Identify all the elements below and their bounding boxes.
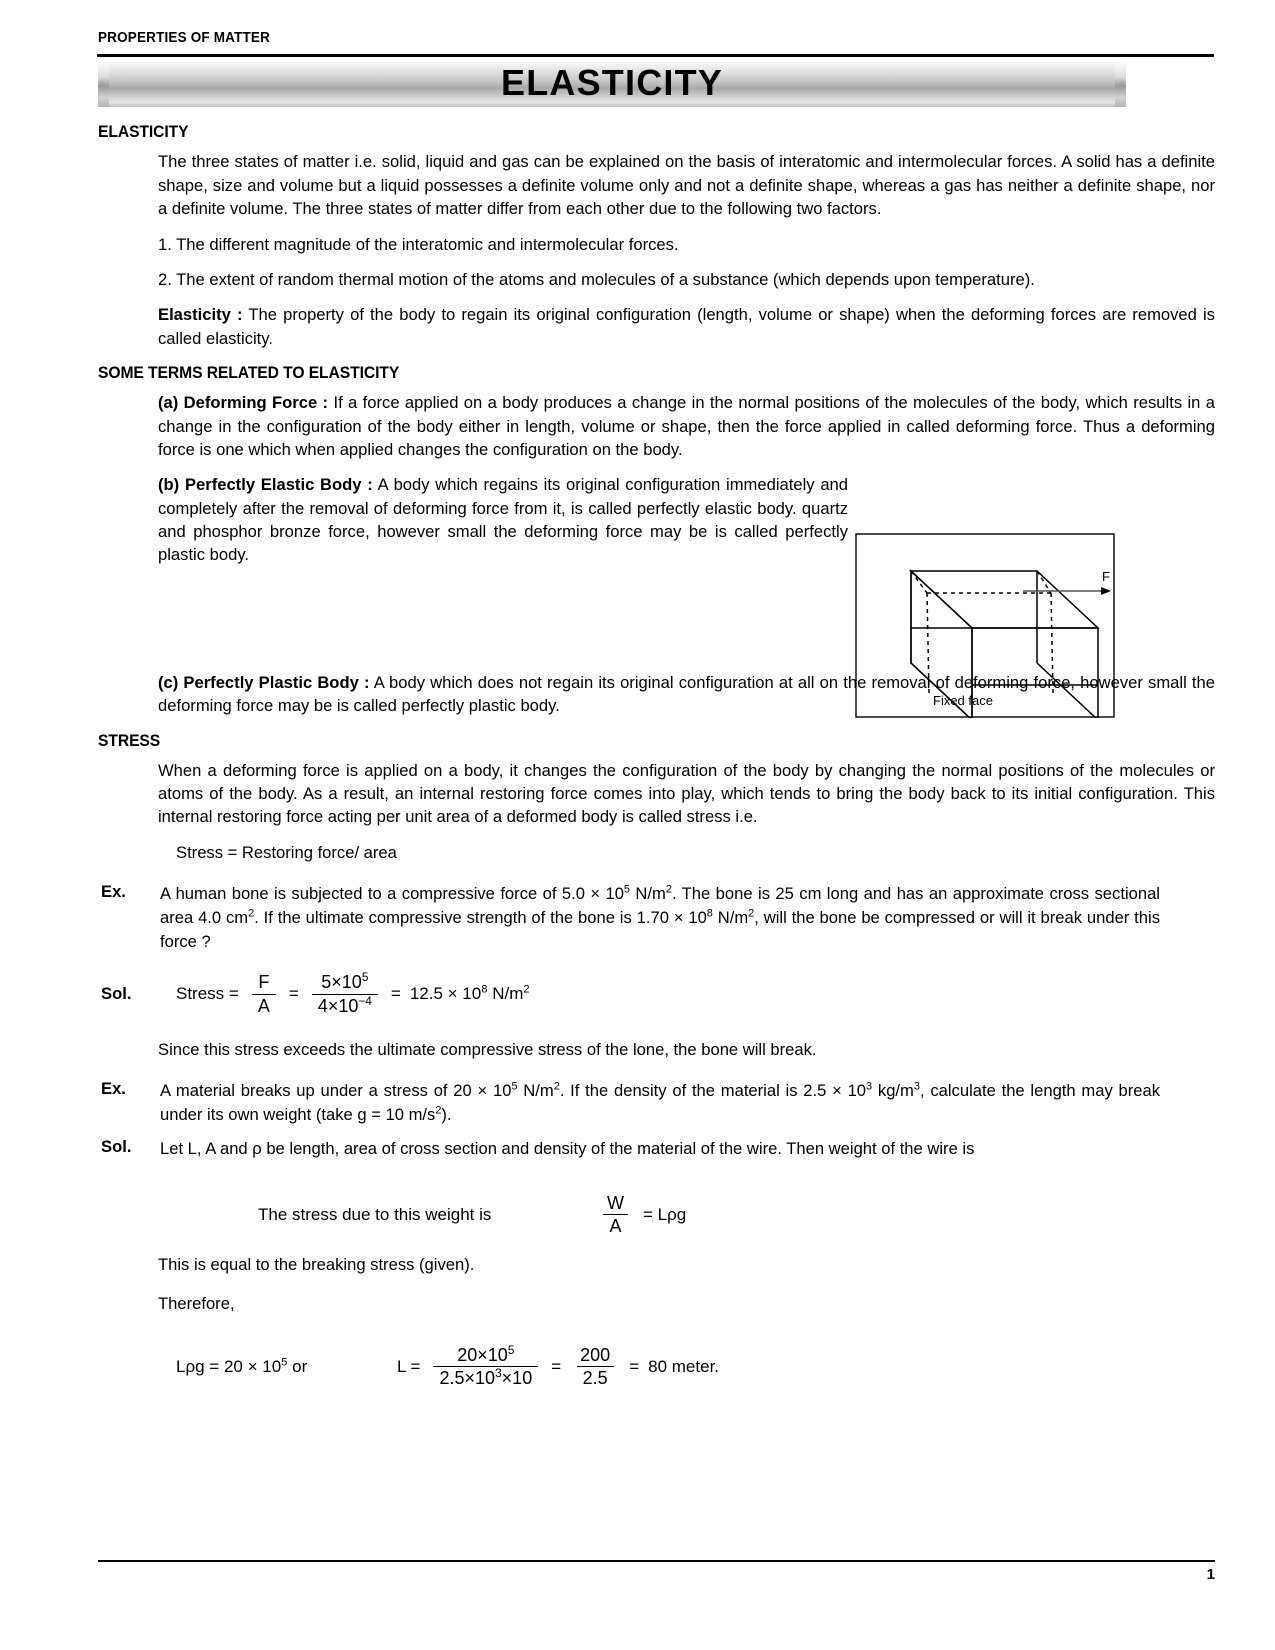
fraction-final-simplified — [574, 1345, 616, 1388]
sol1-equals-2: = — [390, 984, 401, 1003]
solution-1-conclusion: Since this stress exceeds the ultimate compressive stress of the lone, the bone will break. — [158, 1039, 817, 1059]
solution-1-label: Sol. — [101, 984, 132, 1003]
formula-stress-definition: Stress = Restoring force/ area — [176, 842, 397, 862]
ex1-seg5: , will the bone be compressed or will it break under this force ? — [160, 908, 1160, 952]
example-1-label: Ex. — [101, 882, 126, 902]
solution-2 — [98, 1137, 1215, 1161]
example-1 — [98, 882, 1215, 954]
example-1-text — [160, 882, 1160, 954]
ex2-seg1: N/m — [517, 1081, 554, 1101]
result-exp: 8 — [481, 983, 488, 996]
ex1-sup3: 8 — [706, 907, 713, 920]
example-2 — [98, 1079, 1215, 1127]
heading-stress: STRESS — [98, 731, 161, 750]
fraction-values — [312, 972, 378, 1015]
label-elasticity: Elasticity : — [158, 305, 243, 325]
label-deforming-force: (a) Deforming Force : — [158, 393, 329, 413]
ex2-sup3: 3 — [913, 1080, 920, 1093]
den-times: ×10 — [327, 995, 359, 1016]
den-exp: −4 — [358, 993, 372, 1008]
final-equals-1: = — [551, 1356, 562, 1376]
ex1-seg2: . The bone is 25 cm long and has an approximate cross sectional area 4.0 cm — [160, 884, 1160, 928]
den-base: 4 — [317, 995, 328, 1016]
solution-2-breaking-stress: This is equal to the breaking stress (given). — [158, 1254, 475, 1274]
force-arrow-icon — [1023, 587, 1111, 595]
solution-1 — [98, 972, 1215, 1015]
chapter-title: ELASTICITY — [500, 62, 723, 104]
paragraph-perfectly-elastic-body — [98, 473, 848, 567]
paragraph-deforming-force — [98, 391, 1215, 461]
ex1-seg0: A human bone is subjected to a compressive force of 5.0 × 10 — [160, 884, 624, 904]
numerator-W: W — [607, 1193, 624, 1214]
result-unit-exp: 2 — [523, 983, 530, 996]
ex1-sup4: 2 — [748, 907, 755, 920]
ex2-sup0: 5 — [511, 1080, 518, 1093]
ex2-seg2: . If the density of the material is 2.5 × 10 — [559, 1081, 867, 1101]
paragraph-factor-1: 1. The different magnitude of the interatomic and intermolecular forces. — [158, 234, 679, 254]
result-unit: N/m — [487, 984, 524, 1003]
label-perfectly-elastic-body: (b) Perfectly Elastic Body : — [158, 475, 373, 495]
paragraph-intro: The three states of matter i.e. solid, liquid and gas can be explained on the basis of interatomic and intermolecular forces. A solid has a definite shape, size and volume but a liquid possesses a definite volume only and not a definite shape, whereas a gas has neither a definite shape, nor a definite volume. The three states of matter differ from each other due to the following two factors. — [158, 152, 1215, 219]
final2-num: 200 — [580, 1345, 611, 1366]
label-perfectly-plastic-body: (c) Perfectly Plastic Body : — [158, 672, 370, 692]
force-label: F — [1102, 569, 1110, 584]
final-left-exp: 5 — [281, 1356, 288, 1369]
sol2-stress-lead: The stress due to this weight is — [258, 1204, 492, 1224]
sol2-equals-Lrhog: = Lρg — [643, 1204, 687, 1224]
heading-some-terms: SOME TERMS RELATED TO ELASTICITY — [98, 364, 400, 383]
paragraph-factor-2: 2. The extent of random thermal motion of the atoms and molecules of a substance (which depends upon temperature). — [158, 269, 1035, 289]
final-den-times1: ×10 — [464, 1368, 496, 1389]
final-num-times: ×10 — [477, 1345, 508, 1366]
final-answer: 80 meter. — [648, 1356, 720, 1376]
cube-deformation-figure — [855, 533, 1115, 718]
text-deforming-force: If a force applied on a body produces a change in the normal positions of the molecules of the body, which results in a change in the configuration of the body either in length, volume or shape, then the force applied in called deforming force. Thus a deforming force is one which when applied changes the configuration on the body. — [158, 393, 1216, 459]
text-perfectly-elastic-body: A body which regains its original configuration immediately and completely after the removal of deforming force from it, is called perfectly elastic body. quartz and phosphor bronze force, however small the deforming force may be is called perfectly plastic body. — [158, 475, 848, 565]
final-den-times2: ×10 — [501, 1368, 533, 1389]
denominator-A: A — [252, 994, 276, 1016]
final-num — [451, 1345, 520, 1366]
example-2-label: Ex. — [101, 1079, 126, 1099]
ex2-sup1: 2 — [553, 1080, 560, 1093]
num-exp: 5 — [361, 970, 369, 985]
text-elasticity-definition: The property of the body to regain its original configuration (length, volume or shape) when the deforming forces are removed is called elasticity. — [158, 305, 1215, 348]
denominator-value — [312, 994, 378, 1016]
final-equals-2: = — [629, 1356, 640, 1376]
ex1-seg1: N/m — [630, 884, 666, 904]
final-num-base: 20 — [457, 1345, 478, 1366]
header-rule — [97, 54, 1214, 57]
ex1-sup0: 5 — [623, 883, 631, 896]
final-left-base: Lρg = 20 × 10 — [176, 1356, 282, 1376]
paragraph-elasticity-definition — [98, 303, 1215, 350]
solution-1-math — [160, 972, 530, 1015]
solution-2-label: Sol. — [101, 1137, 132, 1157]
final-num-exp: 5 — [507, 1343, 515, 1358]
denominator-A2: A — [603, 1214, 627, 1236]
final-den-exp: 3 — [495, 1366, 502, 1381]
sol1-equals-1: = — [288, 984, 299, 1003]
numerator-F: F — [258, 972, 270, 993]
ex2-sup4: 2 — [435, 1104, 442, 1117]
ex1-sup2: 2 — [248, 907, 255, 920]
paragraph-stress: When a deforming force is applied on a body, it changes the configuration of the body by changing the normal positions of the molecules or atoms of the body. As a result, an internal restoring force comes into play, which tends to bring the body back to its initial configuration. This internal restoring force acting per unit area of a deformed body is called stress i.e. — [158, 760, 1215, 827]
page-number: 1 — [1206, 1566, 1215, 1583]
fraction-force-over-area — [252, 972, 276, 1015]
solution-2-intro: Let L, A and ρ be length, area of cross section and density of the material of the wire. Then weight of the wire is — [160, 1139, 975, 1159]
final-den-base: 2.5 — [439, 1368, 465, 1389]
num-base: 5 — [321, 972, 332, 993]
ex2-seg5: ). — [441, 1105, 452, 1125]
result-base: 12.5 × 10 — [409, 984, 482, 1003]
heading-elasticity: ELASTICITY — [98, 123, 189, 142]
final-equation-line — [98, 1345, 1215, 1388]
footer-rule — [98, 1560, 1215, 1562]
chapter-banner — [109, 60, 1115, 107]
final-den — [433, 1366, 538, 1388]
ex2-seg0: A material breaks up under a stress of 20 × 10 — [160, 1081, 512, 1101]
ex2-seg3: kg/m — [872, 1081, 914, 1101]
running-head: PROPERTIES OF MATTER — [98, 30, 271, 46]
ex1-seg3: . If the ultimate compressive strength of the bone is 1.70 × 10 — [254, 908, 707, 928]
fraction-weight-over-area — [601, 1193, 630, 1236]
final2-den: 2.5 — [577, 1366, 614, 1388]
final-left-or: or — [287, 1356, 308, 1376]
solution-2-stress-line — [98, 1193, 1215, 1236]
ex1-seg4: N/m — [712, 908, 749, 928]
numerator-value — [315, 972, 374, 993]
sol1-result — [410, 984, 530, 1004]
sol1-lead: Stress = — [176, 984, 239, 1003]
example-2-text — [160, 1079, 1160, 1127]
fraction-final-main — [433, 1345, 538, 1388]
final-left-expression — [176, 1357, 388, 1377]
solution-2-therefore: Therefore, — [158, 1293, 235, 1313]
text-perfectly-plastic-body: A body which does not regain its original configuration at all on the removal of deforming force, however small the deforming force may be is called perfectly plastic body. — [158, 672, 1215, 716]
final-L-label: L = — [397, 1356, 421, 1376]
fixed-face-label: Fixed face — [933, 693, 993, 708]
ex2-sup2: 3 — [866, 1080, 873, 1093]
ex1-sup1: 2 — [665, 883, 672, 896]
num-times: ×10 — [331, 972, 362, 993]
ex2-seg4: , calculate the length may break under its own weight (take g = 10 m/s — [160, 1081, 1161, 1125]
